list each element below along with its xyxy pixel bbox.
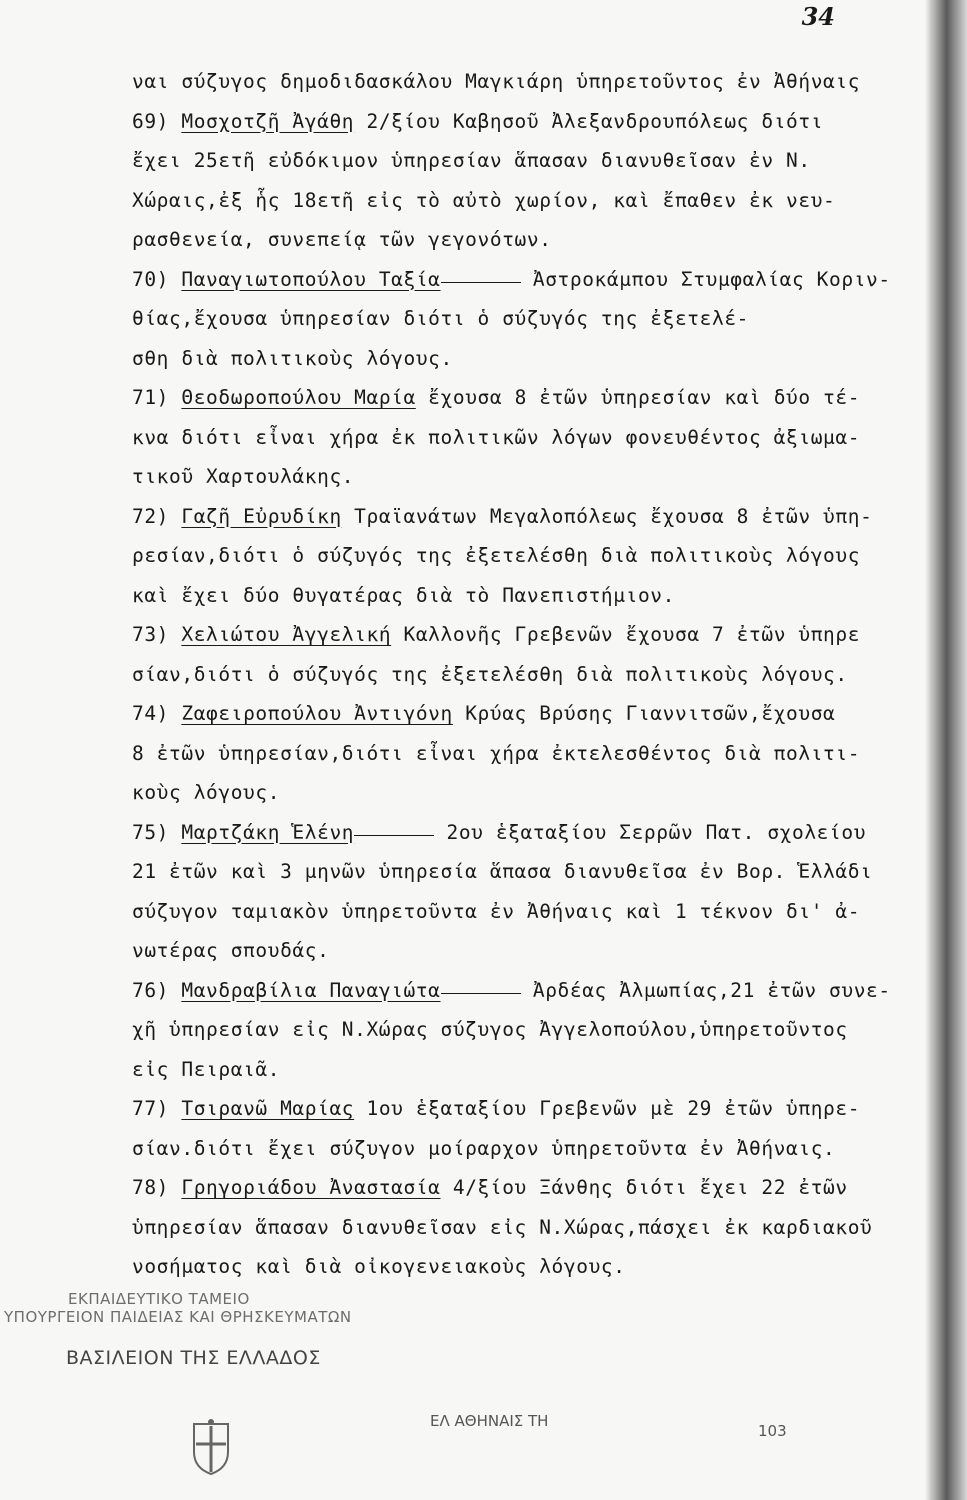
- blank-underline: [441, 989, 521, 994]
- entry-name: Ζαφειροπούλου Ἀντιγόνη: [181, 702, 453, 725]
- typed-text-body: [132, 62, 932, 1287]
- text-line: ἔχει 25ετῆ εὐδόκιμον ὑπηρεσίαν ἅπασαν διανυθεῖσαν ἐν Ν.: [132, 149, 811, 172]
- text-line: 2/ξίου Καβησοῦ Ἀλεξανδρουπόλεως διότι: [354, 109, 824, 133]
- entry-number: 75): [132, 820, 170, 844]
- entry-70-heading: [132, 260, 932, 300]
- text-line: ναι σύζυγος δημοδιδασκάλου Μαγκιάρη ὑπηρετοῦντος ἐν Ἀθήναις: [132, 70, 861, 93]
- entry-name: Μανδραβίλια Παναγιώτα: [181, 978, 441, 1002]
- entry-number: 73): [132, 623, 170, 646]
- text-line: Ἀρδέας Ἀλμωπίας,21 ἐτῶν συνε-: [520, 978, 891, 1002]
- text-line: ρεσίαν,διότι ὁ σύζυγός της ἐξετελέσθη διὰ πολιτικοὺς λόγους: [132, 544, 861, 567]
- text-line: Τραϊανάτων Μεγαλοπόλεως ἔχουσα 8 ἐτῶν ὑπη-: [341, 504, 873, 528]
- entry-69-heading: [132, 102, 932, 142]
- text-line: κοὺς λόγους.: [132, 781, 281, 804]
- entry-number: 77): [132, 1097, 170, 1120]
- entry-name: Γρηγοριάδου Ἀναστασία: [181, 1176, 441, 1199]
- text-line: 2ου ἑξαταξίου Σερρῶν Πατ. σχολείου: [434, 820, 867, 844]
- ministry-stamp: [0, 1290, 400, 1370]
- entry-76-heading: [132, 971, 932, 1011]
- text-line: σίαν,διότι ὁ σύζυγός της ἐξετελέσθη διὰ πολιτικοὺς λόγους.: [132, 662, 848, 686]
- text-line: ἔχουσα 8 ἐτῶν ὑπηρεσίαν καὶ δύο τέ-: [415, 386, 861, 409]
- text-line: κνα διότι εἶναι χήρα ἐκ πολιτικῶν λόγων φονευθέντος ἀξιωμα-: [132, 425, 861, 449]
- entry-73-heading: [132, 615, 932, 655]
- page-number: 34: [801, 2, 835, 31]
- entry-72-heading: [132, 497, 932, 537]
- text-line: σθη διὰ πολιτικοὺς λόγους.: [132, 346, 453, 370]
- entry-71-heading: [132, 378, 932, 418]
- entry-name: Τσιρανῶ Μαρίας: [181, 1097, 355, 1120]
- stamp-line: ΥΠΟΥΡΓΕΙΟΝ ΠΑΙΔΕΙΑΣ ΚΑΙ ΘΡΗΣΚΕΥΜΑΤΩΝ: [4, 1308, 352, 1326]
- entry-name: Γαζῆ Εὐρυδίκη: [181, 504, 342, 528]
- entry-77-heading: [132, 1089, 932, 1129]
- entry-number: 70): [132, 267, 170, 291]
- entry-number: 69): [132, 109, 170, 133]
- text-line: ρασθενεία, συνεπείᾳ τῶν γεγονότων.: [132, 228, 552, 251]
- entry-number: 72): [132, 504, 170, 528]
- entry-number: 76): [132, 978, 170, 1002]
- text-line: νωτέρας σπουδάς.: [132, 939, 330, 962]
- entry-name: Μαρτζάκη Ἑλένη: [181, 820, 355, 844]
- text-line: θίας,ἔχουσα ὑπηρεσίαν διότι ὁ σύζυγός της ἐξετελέ-: [132, 307, 749, 330]
- entry-number: 71): [132, 386, 170, 409]
- coat-of-arms-icon: [188, 1418, 234, 1478]
- text-line: 4/ξίου Ξάνθης διότι ἔχει 22 ἐτῶν: [440, 1176, 848, 1199]
- text-line: ὑπηρεσίαν ἅπασαν διανυθεῖσαν εἰς Ν.Χώρας,πάσχει ἐκ καρδιακοῦ: [132, 1215, 873, 1239]
- footer-number: 103: [758, 1422, 787, 1440]
- text-line: 21 ἐτῶν καὶ 3 μηνῶν ὑπηρεσία ἅπασα διανυθεῖσα ἐν Βορ. Ἑλλάδι: [132, 860, 873, 883]
- entry-name: Παναγιωτοπούλου Ταξία: [181, 267, 441, 291]
- text-line: Κρύας Βρύσης Γιαννιτσῶν,ἔχουσα: [452, 702, 836, 725]
- text-line: σύζυγον ταμιακὸν ὑπηρετοῦντα ἐν Ἀθήναις καὶ 1 τέκνον δι' ἀ-: [132, 899, 861, 923]
- stamp-line: ΕΚΠΑΙΔΕΥΤΙΚΟ ΤΑΜΕΙΟ: [68, 1290, 250, 1308]
- text-line: τικοῦ Χαρτουλάκης.: [132, 465, 355, 488]
- entry-74-heading: [132, 694, 932, 734]
- book-binding-edge: [933, 0, 967, 1500]
- stamp-line: ΒΑΣΙΛΕΙΟΝ ΤΗΣ ΕΛΛΑΔΟΣ: [66, 1347, 321, 1369]
- blank-underline: [354, 831, 434, 836]
- text-line: καὶ ἔχει δύο θυγατέρας διὰ τὸ Πανεπιστήμιον.: [132, 583, 675, 607]
- text-line: 1ου ἑξαταξίου Γρεβενῶν μὲ 29 ἐτῶν ὑπηρε-: [354, 1097, 861, 1120]
- text-line: 8 ἐτῶν ὑπηρεσίαν,διότι εἶναι χήρα ἐκτελεσθέντος διὰ πολιτι-: [132, 741, 861, 765]
- text-line: εἰς Πειραιᾶ.: [132, 1057, 281, 1081]
- entry-78-heading: [132, 1168, 932, 1208]
- entry-number: 78): [132, 1176, 170, 1199]
- bleed-through-text: ΕΛ ΑΘΗΝΑΙΣ ΤΗ: [430, 1412, 549, 1430]
- blank-underline: [441, 278, 521, 283]
- text-line: σίαν.διότι ἔχει σύζυγον μοίραρχον ὑπηρετοῦντα ἐν Ἀθήναις.: [132, 1136, 836, 1160]
- text-line: Καλλονῆς Γρεβενῶν ἔχουσα 7 ἐτῶν ὑπηρε: [391, 623, 861, 646]
- text-line: Χώραις,ἐξ ἧς 18ετῆ εἰς τὸ αὐτὸ χωρίον, καὶ ἔπαθεν ἐκ νευ-: [132, 188, 836, 212]
- entry-name: Μοσχοτζῆ Ἀγάθη: [181, 109, 355, 133]
- entry-name: Χελιώτου Ἀγγελική: [181, 623, 392, 646]
- text-line: νοσήματος καὶ διὰ οἰκογενειακοὺς λόγους.: [132, 1255, 626, 1278]
- entry-name: Θεοδωροπούλου Μαρία: [181, 386, 416, 409]
- text-line: Ἀστροκάμπου Στυμφαλίας Κοριν-: [520, 267, 891, 291]
- entry-number: 74): [132, 702, 170, 725]
- entry-75-heading: [132, 813, 932, 853]
- text-line: χῆ ὑπηρεσίαν εἰς Ν.Χώρας σύζυγος Ἀγγελοπούλου,ὑπηρετοῦντος: [132, 1018, 848, 1041]
